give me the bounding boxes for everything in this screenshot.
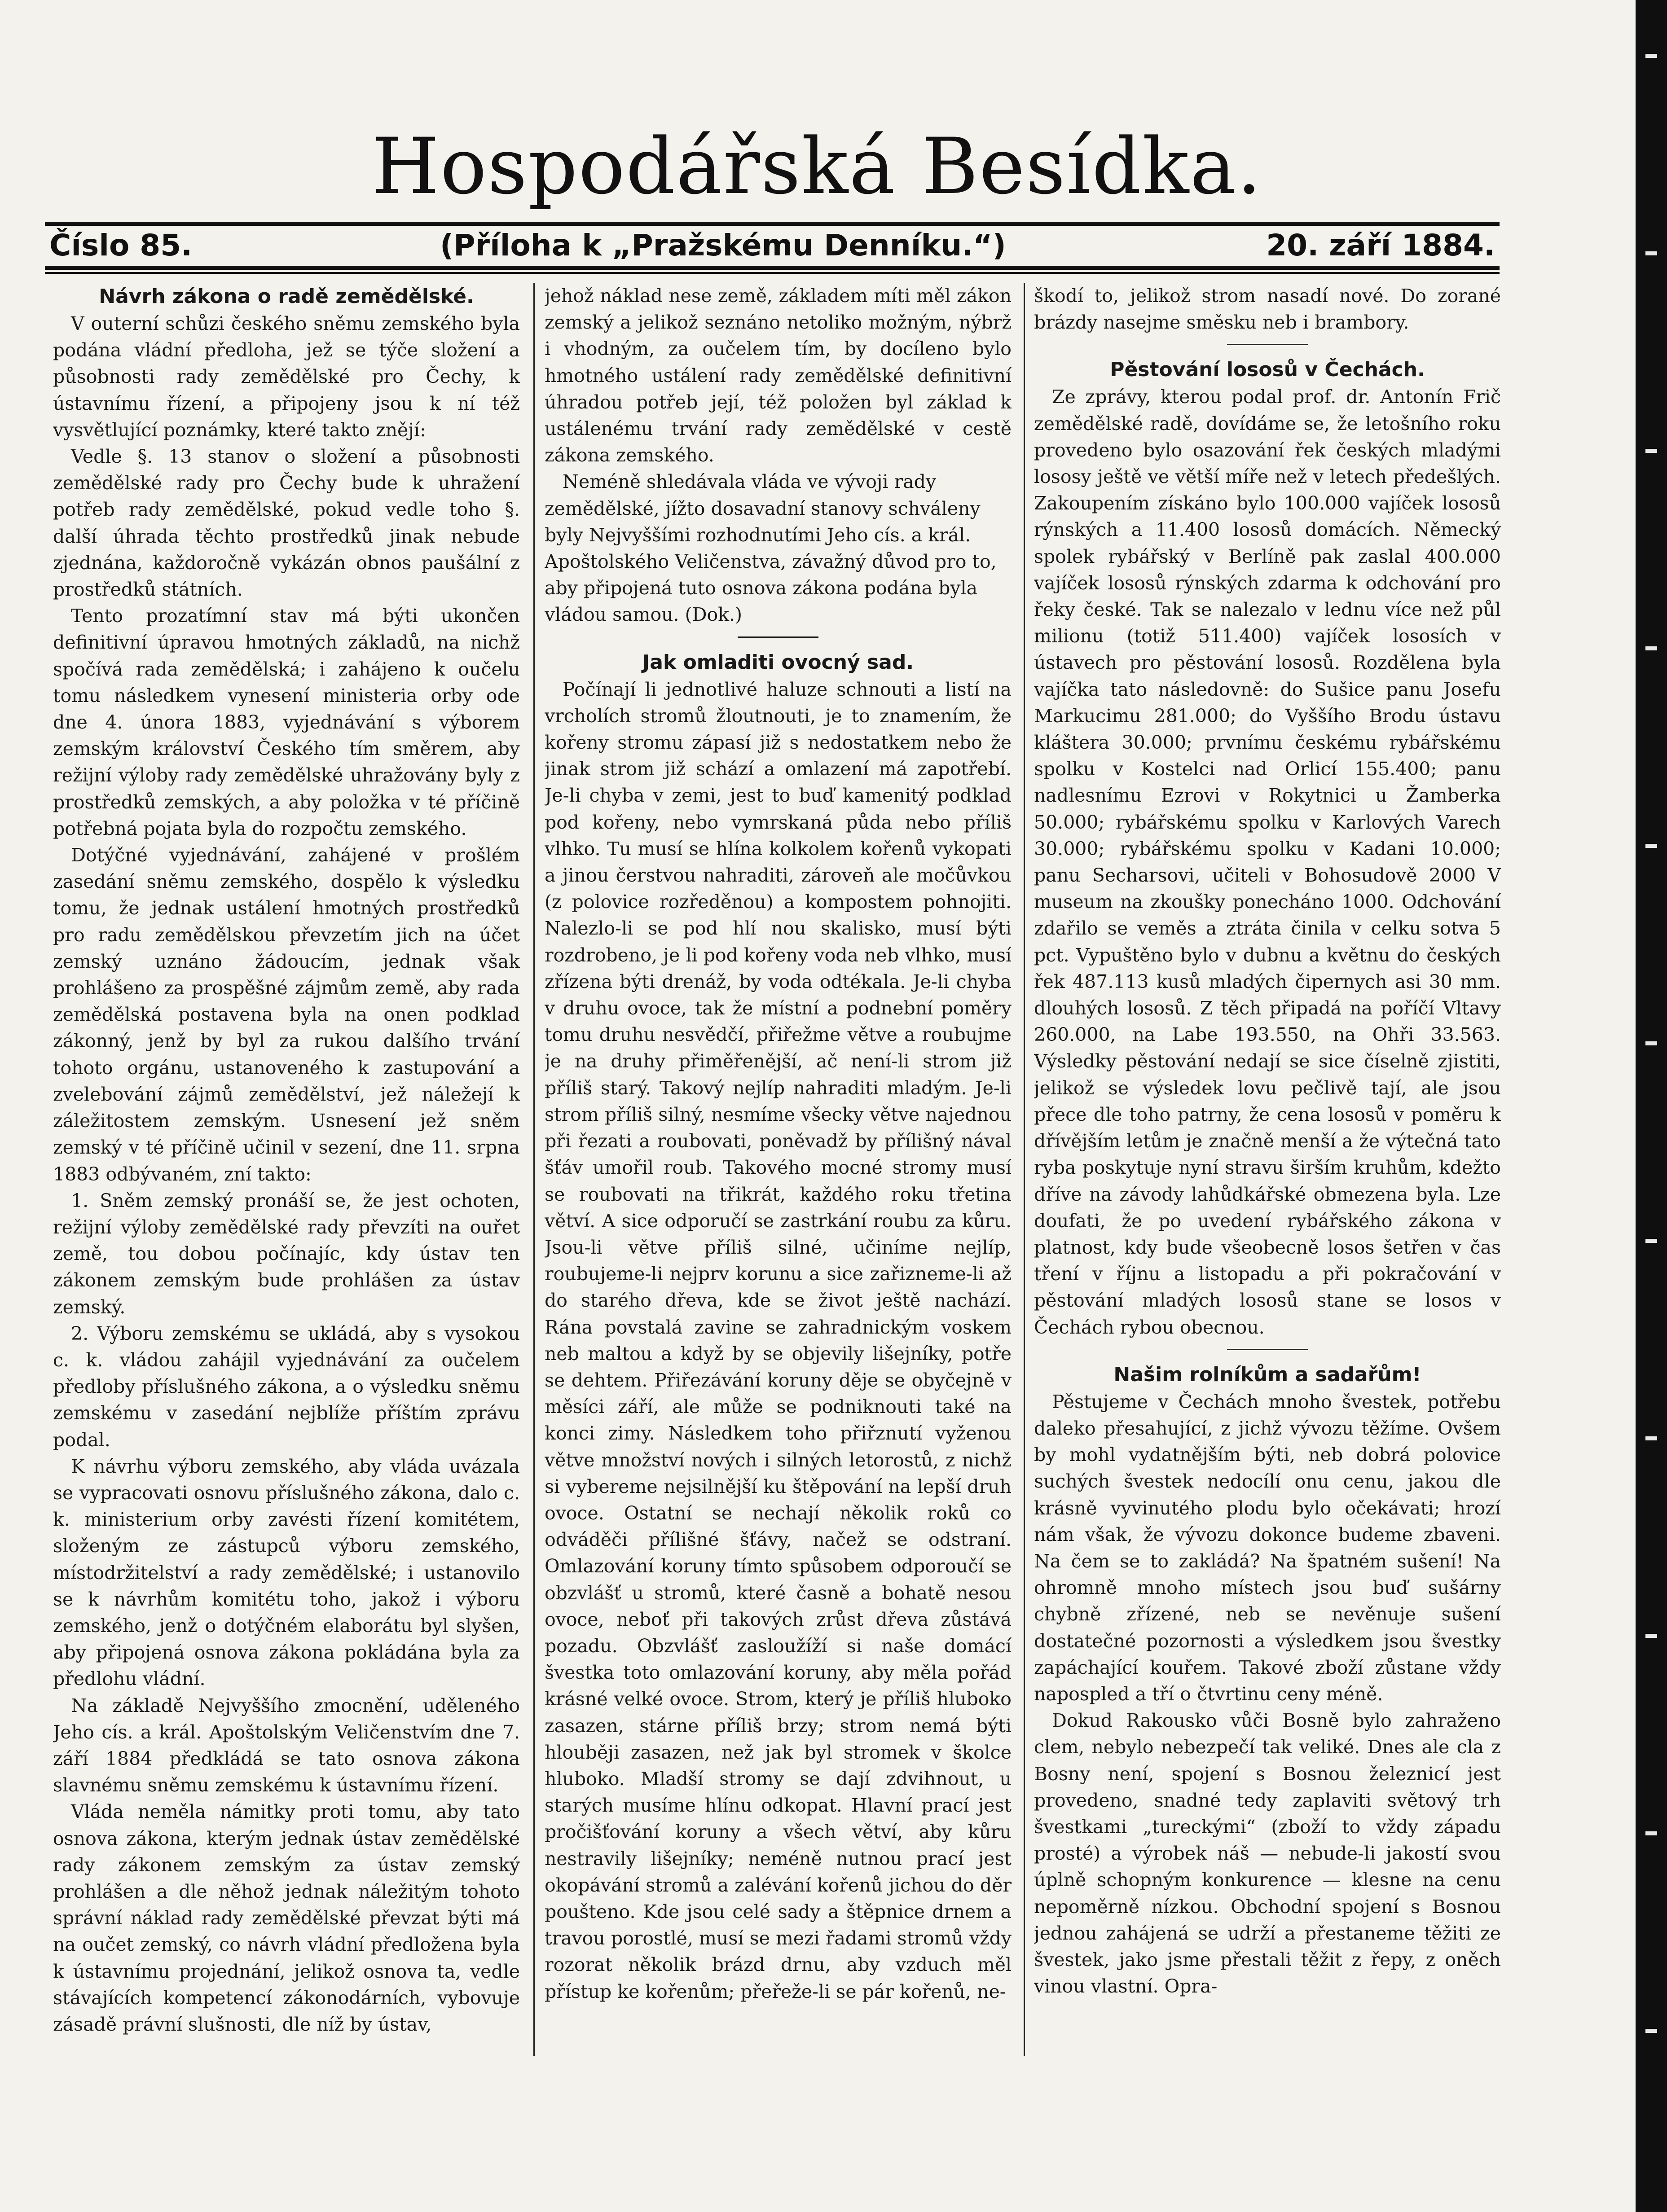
section-divider (738, 636, 818, 638)
scan-tick (1645, 1041, 1657, 1045)
masthead-rule (45, 222, 1500, 226)
scan-tick (1645, 1239, 1657, 1243)
article-paragraph: Tento prozatímní stav má býti ukončen definitivní úpravou hmotných základů, na nichž spočívá rada zemědělská; i zahájeno k oučelu tomu následkem vynesení ministeria orby ode dne 4. února 1883, vyjednávání s výborem zemským království Českého tím směrem, aby režijní výloby rady zemědělské uhražovány byly z prostředků zemských, a aby položka v té příčině potřebná pojata byla do rozpočtu zemského. (53, 605, 520, 839)
scan-tick (1645, 844, 1657, 848)
article-paragraph: 1. Sněm zemský pronáší se, že jest ochoten, režijní výloby zemědělské rady převzíti na ouřet země, tou dobou počínajíc, kdy ústav ten zákonem zemským bude prohlášen za ústav zemský. (53, 1189, 520, 1318)
article-heading: Našim rolníkům a sadařům! (1113, 1363, 1421, 1386)
article-paragraph: Na základě Nejvyššího zmocnění, uděleného Jeho cís. a král. Apoštolským Veličenstvím dne 7. září 1884 předkládá se tato osnova zákona slavnému sněmu zemskému k ústavnímu řízení. (53, 1694, 520, 1796)
article-paragraph: Vláda neměla námitky proti tomu, aby tato osnova zákona, kterým jednak ústav zemědělské rady zákonem zemským za ústav zemský prohlášen a dle něhož jednak náležitým tohoto správní náklad rady zemědělské převzat býti má na oučet zemský, co návrh vládní předložena byla k ústavnímu projednání, jelikož osnova ta, vedle stávajících kompetencí zákonodárních, vybovuje zásadě právní slušnosti, dle níž by ústav, (53, 1801, 520, 2035)
article-paragraph: Ze zprávy, kterou podal prof. dr. Antonín Frič zemědělské radě, dovídáme se, že letošního roku provedeno bylo osazování řek českých mladými lososy ještě ve větší míře než v letech předešlých. Zakoupením získáno bylo 100.000 vajíček lososů rýnských a 11.400 lososů domácích. Německý spolek rybářský v Berlíně pak zaslal 400.000 vajíček lososů rýnských zdarma k odchování pro řeky české. Tak se nalezalo v lednu více než půl milionu (totiž 511.400) vajíček lososích v ústavech pro pěstování lososů. Rozdělena byla vajíčka tato následovně: do Sušice panu Josefu Markucimu 281.000; do Vyššího Brodu ústavu kláštera 30.000; prvnímu českému rybářskému spolku v Kostelci nad Orlicí 155.400; panu nadlesnímu Ezrovi v Rokytnici u Žamberka 50.000; rybářskému spolku v Karlových Varech 30.000; rybářskému spolku v Kadani 10.000; panu Secharsovi, učiteli v Bohosudově 2000 V museum na zkoušky ponecháno 1000. Odchování zdařilo se veměs a ztráta činila v celku sotva 5 pct. Vypuštěno bylo v dubnu a květnu do českých řek 487.113 kusů mladých čipernych asi 30 mm. dlouhých lososů. Z těch připadá na poříčí Vltavy 260.000, na Labe 193.550, na Ohři 33.563. Výsledky pěstování nedají se sice číselně zjistiti, jelikož se výsledek lovu pečlivě tají, ale jsou přece dle toho patrny, že cena lososů v poměru k dřívějším letům je značně menší a že výtečná tato ryba poskytuje nyní stravu širším kruhům, kdežto dříve na závody lahůdkářské obmezena byla. Lze doufati, že po uvedení rybářského zákona v platnost, kdy bude všeobecně losos šetřen v čas tření v říjnu a listopadu a při pokračování v pěstování mladých lososů stane se losos v Čechách rybou obecnou. (1034, 386, 1501, 1338)
article-paragraph: 2. Výboru zemskému se ukládá, aby s vysokou c. k. vládou zahájil vyjednávání za oučelem předloby příslušného zákona, a o výsledku sněmu zemskému v zasedání nejblíže příštím zprávu podal. (53, 1322, 520, 1451)
scan-tick (1645, 54, 1657, 58)
article-paragraph: Dotýčné vyjednávání, zahájené v prošlém zasedání sněmu zemského, dospělo k výsledku tomu, že jednak ustálení hmotných prostředků pro radu zemědělskou převzetím jich na účet zemský uznáno žádoucím, jednak však prohlášeno za prospěšné zájmům země, aby rada zemědělská postavena byla na onen podklad zákonný, jenž by byl za rukou dalšího trvání tohoto orgánu, ustanoveného k zastupování a zvelebování zájmů zemědělství, jež náležejí k záležitostem zemským. Usnesení jež sněm zemský v té příčině učinil v sezení, dne 11. srpna 1883 odbývaném, zní takto: (53, 844, 520, 1185)
article-paragraph: jehož náklad nese země, základem míti měl zákon zemský a jelikož seznáno netoliko možným, nýbrž i vhodným, za oučelem tím, by docíleno bylo hmotného ustálení rady zemědělské definitivní úhradou potřeb její, též položen byl základ k ustálenému trvání rady zemědělské v cestě zákona zemského. (545, 285, 1012, 466)
article-paragraph: Pěstujeme v Čechách mnoho švestek, potřebu daleko přesahující, z jichž vývozu těžíme. Ovšem by mohl vydatnějším býti, neb dobrá polovice suchých švestek nedocílí onu cenu, jakou dle krásně vyvinutého plodu bylo očekávati; hrozí nám však, že vývozu dokonce budeme zbaveni. Na čem se to zakládá? Na špatném sušení! Na ohromně mnoho místech jsou buď sušárny chybně zřízené, neb se nevěnuje sušení dostatečné pozornosti a výsledkem jsou švestky zapáchající kouřem. Takové zboží zůstane vždy napospled a tří o čtvrtinu ceny méně. (1034, 1391, 1501, 1705)
issue-line (45, 228, 1500, 264)
issue-date: 20. září 1884. (1266, 228, 1495, 263)
header-rule (45, 266, 1500, 270)
issue-number: Číslo 85. (49, 228, 193, 263)
scan-tick (1645, 449, 1657, 453)
column-divider (1024, 283, 1025, 2056)
article-paragraph: Počínají li jednotlivé haluze schnouti a listí na vrcholích stromů žloutnouti, je to znamením, že kořeny stromu zápasí již s nedostatkem nebo že jinak strom již schází a omlazení má zapotřebí. Je-li chyba v zemi, jest to buď kamenitý podklad pod kořeny, nebo vymrskaná půda nebo příliš vlhko. Tu musí se hlína kolkolem kořenů vykopati a jinou čerstvou nahraditi, zároveň ale močůvkou (z polovice rozředěnou) a kompostem pohnojiti. Nalezlo-li se pod hlí nou skalisko, musí býti rozdrobeno, je li pod kořeny voda neb vlhko, musí zřízena býti drenáž, by voda odtékala. Je-li chyba v druhu ovoce, tak že místní a podnební poměry tomu druhu nesvědčí, přiřežme větve a roubujme je na druhy přiměřenější, ač není-li strom již příliš starý. Takový nejlíp nahraditi mladým. Je-li strom příliš silný, nesmíme všecky větve najednou při řezati a roubovati, poněvadž by přílišný nával šťáv umořil roub. Takového mocné stromy musí se roubovati na třikrát, každého roku třetina větví. A sice odporučí se zastrkání roubu za kůru. Jsou-li větve příliš silné, učiníme nejlíp, roubujeme-li nejprv korunu a sice zařizneme-li až do starého dřeva, kde se život ještě nachází. Rána povstalá zavine se zahradnickým voskem neb maltou a když by se objevily lišejníky, potře se dehtem. Přiřezávání koruny děje se obyčejně v měsíci září, ale může se podniknouti také na konci zimy. Následkem toho přiřznutí vyženou větve množství nových i silných letorostů, z nichž si vybereme nejsilnější ku štěpování na lepší druh ovoce. Ostatní se nechají několik roků co odváděči přílišné šťávy, načež se odstraní. Omlazování koruny tímto spůsobem odporoučí se obzvlášť u stromů, které časně a bohatě nesou ovoce, neboť při takových zrůst dřeva zůstává pozadu. Obzvlášť zasloužíží si naše domácí švestka toto omlazování koruny, aby měla pořád krásné velké ovoce. Strom, který je příliš hluboko zasazen, stárne příliš brzy; strom nemá býti hlouběji zasazen, než jak byl stromek v školce hluboko. Mladší stromy se dají zdvihnout, u starých musíme hlínu odkopat. Hlavní prací jest pročišťování koruny a všech větví, aby kůru nestravily lišejníky; neméně nutnou prací jest okopávání stromů a zalévání kořenů jichou do děr poušteno. Kde jsou celé sady a štěpnice drnem a travou porostlé, musí se mezi řadami stromů vždy rozorat několik brázd drnu, aby vzduch měl přístup ke kořenům; přeřeže-li se pár kořenů, ne- (545, 678, 1012, 2002)
column-2 (545, 283, 1012, 2105)
section-divider (1227, 344, 1308, 345)
scan-tick (1645, 1831, 1657, 1835)
supplement-note: (Příloha k „Pražskému Denníku.“) (440, 228, 1006, 263)
article-paragraph: Dokud Rakousko vůči Bosně bylo zahraženo clem, nebylo nebezpečí tak veliké. Dnes ale cla z Bosny není, spojení s Bosnou železnicí jest provedeno, snadné tedy zaplaviti světový trh švestkami „tureckými“ (zboží to vždy západu prosté) a výrobek náš — nebude-li jakostí svou úplně schopným konkurence — klesne na cenu nepoměrně nízkou. Obchodní spojení s Bosnou jednou zahájená se udrží a přestaneme těžiti ze švestek, jako jsme přestali těžit z řepy, z oněch vinou vlastní. Opra- (1034, 1710, 1501, 1997)
article-paragraph: K návrhu výboru zemského, aby vláda uvázala se vypracovati osnovu příslušného zákona, dalo c. k. ministerium orby zavésti řízení komitétem, složeným ze zástupců výboru zemského, místodržitelství a rady zemědělské; i ustanovilo se k návrhům komitétu toho, jakož i výboru zemského, jenž o dotýčném elaborátu byl slyšen, aby připojená osnova zákona pokládána byla za předlohu vládní. (53, 1455, 520, 1690)
article-paragraph: škodí to, jelikož strom nasadí nové. Do zorané brázdy nasejme směsku neb i brambory. (1034, 285, 1501, 334)
article-paragraph: Neméně shledávala vláda ve vývoji rady zemědělské, jížto dosavadní stanovy schváleny byly Nejvyššími rozhodnutími Jeho cís. a král. Apoštolského Veličenstva, závažný důvod pro to, aby připojená tuto osnova zákona podána byla vládou samou. (Dok.) (545, 471, 997, 626)
scan-tick (1645, 2029, 1657, 2033)
scan-tick (1645, 646, 1657, 650)
masthead-title: Hospodářská Besídka. (372, 121, 1262, 211)
article-heading: Jak omladiti ovocný sad. (642, 650, 914, 674)
scan-border (1636, 0, 1667, 2212)
header-rule-thin (45, 272, 1500, 274)
scan-tick (1645, 1436, 1657, 1440)
article-heading: Návrh zákona o radě zemědělské. (99, 285, 474, 308)
section-divider (1227, 1349, 1308, 1350)
column-3 (1034, 283, 1501, 2105)
scan-tick (1645, 1634, 1657, 1638)
column-divider (533, 283, 535, 2056)
column-1 (53, 283, 520, 2105)
article-paragraph: V outerní schůzi českého sněmu zemského byla podána vládní předloha, jež se týče složení a působnosti rady zemědělské pro Čechy, k ústavnímu řízení, a připojeny jsou k ní též vysvětlující poznámky, které takto znějí: (53, 313, 520, 441)
article-paragraph: Vedle §. 13 stanov o složení a působnosti zemědělské rady pro Čechy bude k uhražení potřeb rady zemědělské, pokud vedle toho §. další úhrada těchto prostředků jinak nebude zjednána, každoročně vykázán obnos paušální z prostředků státních. (53, 446, 520, 601)
article-heading: Pěstování lososů v Čechách. (1110, 358, 1425, 382)
scan-tick (1645, 251, 1657, 255)
